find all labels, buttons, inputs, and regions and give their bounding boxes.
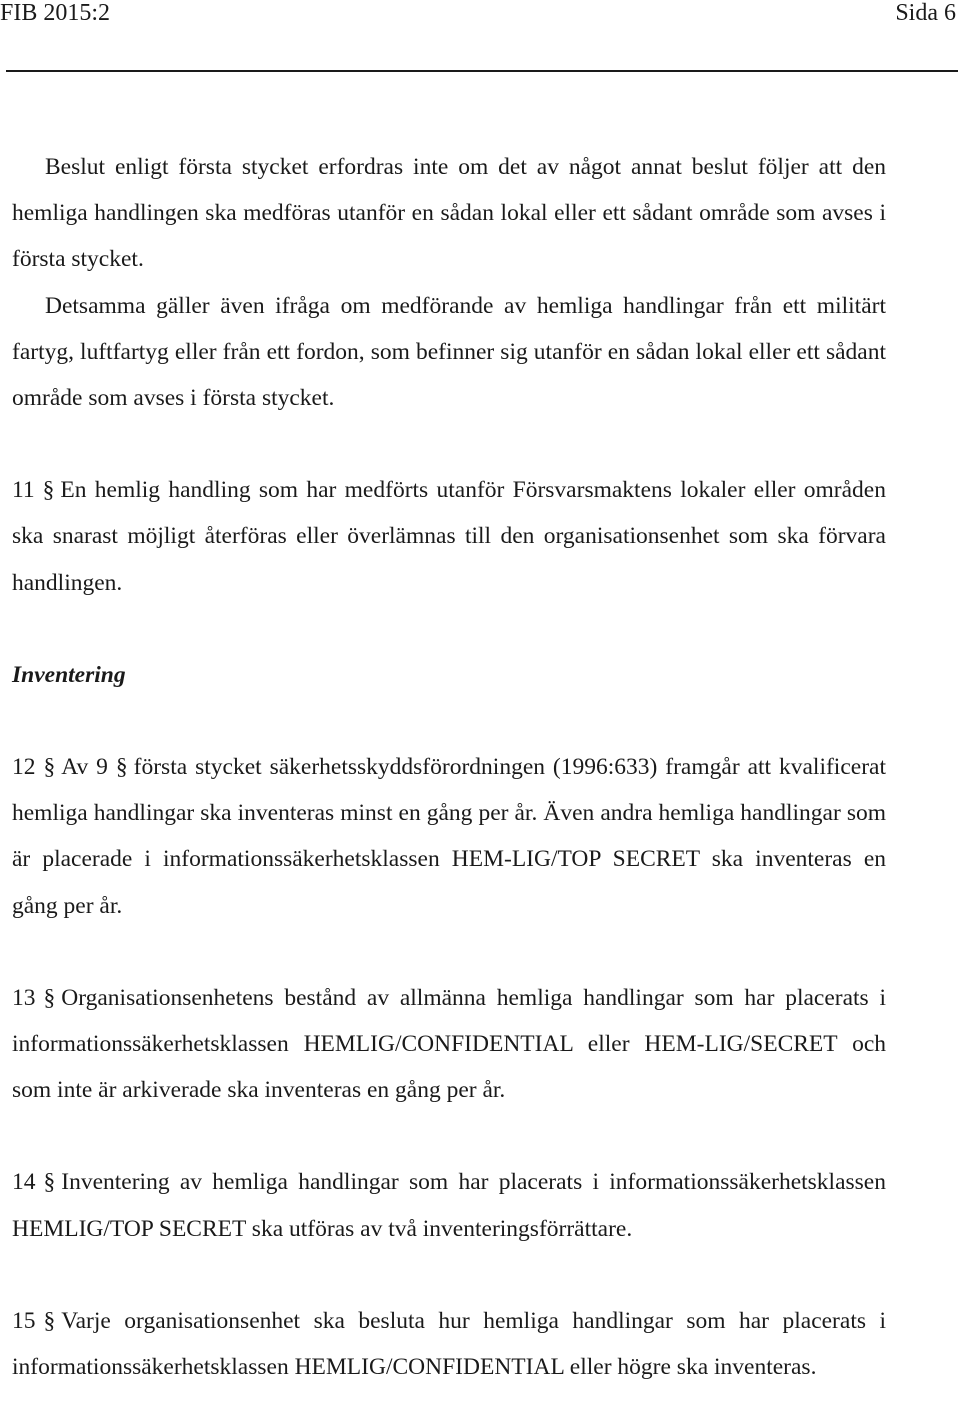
section-sign: § — [43, 754, 56, 781]
section-text-b: första stycket säkerhetsskyddsförordningen (1996:633) framgår att kvalificerat hemliga handlingar ska inventeras minst en gång per år. Även andra hemliga handlingar som är placerade i informationssäkerhetsklassen HEM-LIG/TOP SECRET ska inventeras en gång per år. — [12, 754, 886, 919]
document-body — [12, 144, 886, 1390]
paragraph-same-applies: Detsamma gäller även ifråga om medförande av hemliga handlingar från ett militärt fartyg, luftfartyg eller från ett fordon, som befinner sig utanför en sådan lokal eller ett sådant område som avses i första stycket. — [12, 292, 886, 412]
page-number: Sida 6 — [895, 0, 956, 26]
section-11 — [12, 467, 886, 606]
section-number: 12 — [12, 754, 36, 781]
section-number: 15 — [12, 1307, 36, 1334]
section-14 — [12, 1159, 886, 1251]
section-text-a: Av 9 — [61, 754, 108, 781]
section-text: En hemlig handling som har medförts utanför Försvarsmaktens lokaler eller områden ska snarast möjligt återföras eller överlämnas till den organisationsenhet som ska förvara handlingen. — [12, 477, 886, 596]
section-text: Inventering av hemliga handlingar som har placerats i informationssäkerhetsklassen HEMLIG/TOP SECRET ska utföras av två inventeringsförrättare. — [12, 1169, 886, 1242]
page-header — [0, 0, 960, 36]
section-text: Varje organisationsenhet ska besluta hur hemliga handlingar som har placerats i informationssäkerhetsklassen HEMLIG/CONFIDENTIAL eller högre ska inventeras. — [12, 1307, 886, 1381]
section-text: Organisationsenhetens bestånd av allmänna hemliga handlingar som har placerats i informationssäkerhetsklassen HEMLIG/CONFIDENTIAL eller HEM-LIG/SECRET och som inte är arkiverade ska inventeras en gång per år. — [12, 984, 886, 1104]
section-12 — [12, 744, 886, 929]
heading-inventering: Inventering — [12, 661, 126, 688]
section-15 — [12, 1298, 886, 1390]
section-13 — [12, 975, 886, 1114]
paragraph-decision: Beslut enligt första stycket erfordras inte om det av något annat beslut följer att den hemliga handlingen ska medföras utanför en sådan lokal eller ett sådant område som avses i första stycket. — [12, 154, 886, 273]
section-sign: § — [42, 477, 55, 504]
section-number: 11 — [12, 477, 35, 504]
section-sign: § — [43, 1169, 56, 1196]
document-id: FIB 2015:2 — [0, 0, 111, 26]
section-sign: § — [43, 1307, 56, 1334]
header-divider — [6, 70, 958, 72]
section-sign: § — [43, 984, 56, 1011]
section-number: 14 — [12, 1169, 36, 1196]
section-sign: § — [115, 754, 128, 781]
section-number: 13 — [12, 984, 36, 1011]
